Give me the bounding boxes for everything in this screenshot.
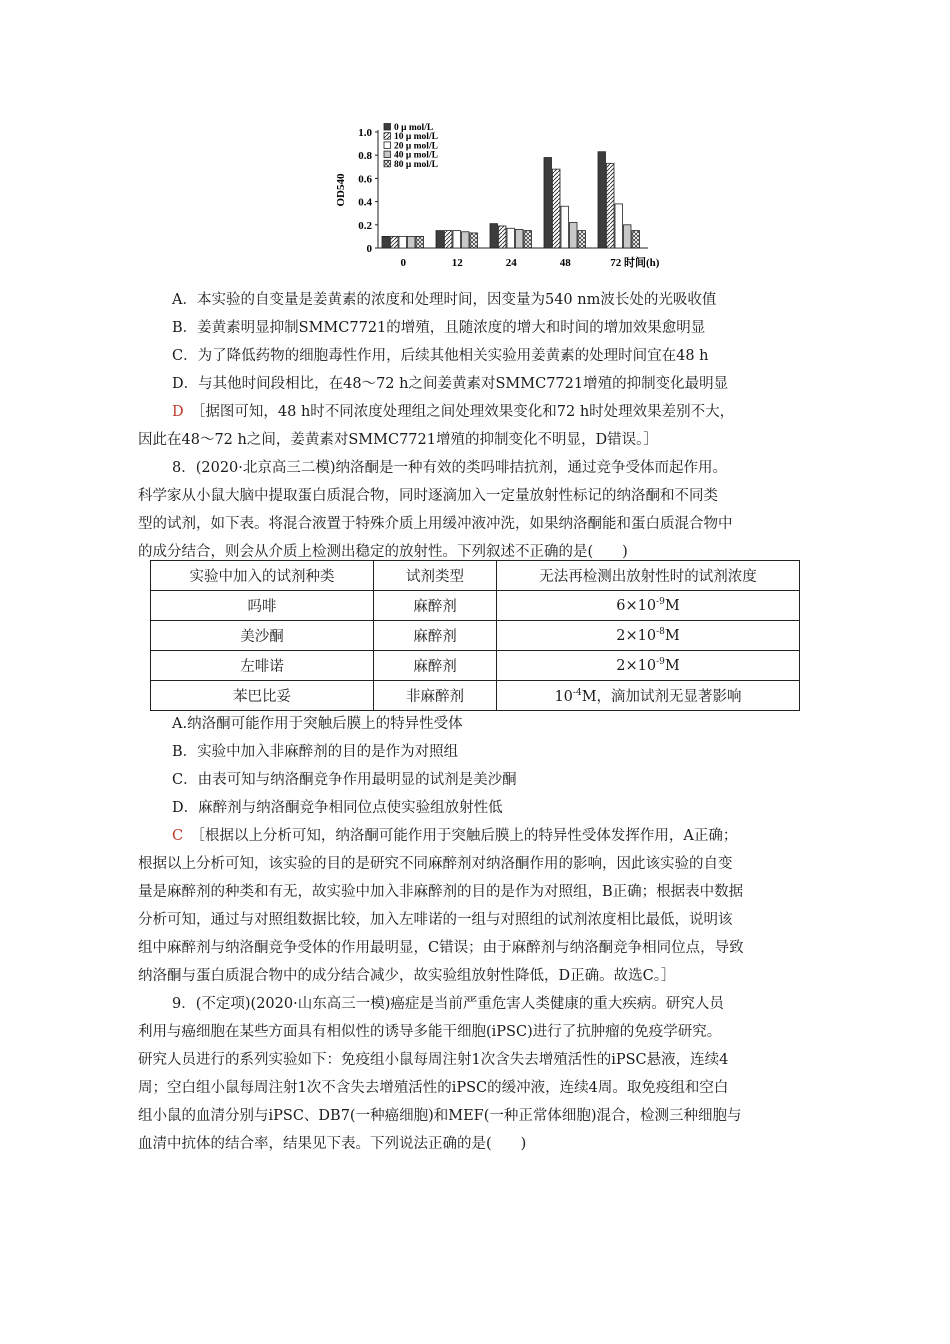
q7-option-d: D．与其他时间段相比，在48～72 h之间姜黄素对SMMC7721增殖的抑制变化最明显 <box>172 376 729 392</box>
legend-swatch <box>384 151 391 158</box>
table-header-row <box>151 561 800 591</box>
q9-stem-line-6: 血清中抗体的结合率，结果见下表。下列说法正确的是( ) <box>138 1136 527 1152</box>
x-tick-label: 48 <box>559 257 571 269</box>
bar <box>445 231 453 248</box>
bar <box>632 231 640 248</box>
table-cell-reagent: 吗啡 <box>151 591 374 621</box>
q8-stem-line-2: 科学家从小鼠大脑中提取蛋白质混合物，同时逐滴加入一定量放射性标记的纳洛酮和不同类 <box>138 488 718 504</box>
bar <box>524 231 532 248</box>
bar <box>436 231 444 248</box>
legend-swatch <box>384 124 391 131</box>
q7-explanation-line-2: 因此在48～72 h之间，姜黄素对SMMC7721增殖的抑制变化不明显，D错误。］ <box>138 432 658 448</box>
q8-explanation-line-5: 组中麻醉剂与纳洛酮竞争受体的作用最明显，C错误；由于麻醉剂与纳洛酮竞争相同位点，导致 <box>138 940 744 956</box>
bar <box>416 236 424 248</box>
bar <box>570 222 578 248</box>
bar <box>399 236 407 248</box>
table-cell-type: 麻醉剂 <box>374 621 497 651</box>
y-tick-label: 1.0 <box>358 127 372 139</box>
legend-label: 0 μ mol/L <box>394 123 434 133</box>
bar <box>544 158 552 248</box>
q8-option-b: B．实验中加入非麻醉剂的目的是作为对照组 <box>172 744 459 760</box>
q7-option-b: B．姜黄素明显抑制SMMC7721的增殖，且随浓度的增大和时间的增加效果愈明显 <box>172 320 706 336</box>
y-tick-label: 0 <box>366 243 372 255</box>
q8-answer: C <box>172 828 184 844</box>
legend-swatch <box>384 160 391 167</box>
table-cell-type: 麻醉剂 <box>374 591 497 621</box>
q8-stem-line-3: 型的试剂，如下表。将混合液置于特殊介质上用缓冲液冲洗，如果纳洛酮能和蛋白质混合物中 <box>138 516 733 532</box>
q7-explanation-text: ［据图可知，48 h时不同浓度处理组之间处理效果变化和72 h时处理效果差别不大， <box>198 404 735 420</box>
table-header-cell: 无法再检测出放射性时的试剂浓度 <box>497 561 800 591</box>
q8-explanation-line-2: 根据以上分析可知，该实验的目的是研究不同麻醉剂对纳洛酮作用的影响，因此该实验的自变 <box>138 856 733 872</box>
q8-explanation-line-6: 纳洛酮与蛋白质混合物中的成分结合减少，故实验组放射性降低，D正确。故选C。］ <box>138 968 676 984</box>
q9-stem-line-2: 利用与癌细胞在某些方面具有相似性的诱导多能干细胞(iPSC)进行了抗肿瘤的免疫学研究。 <box>138 1024 722 1040</box>
bar <box>553 169 561 248</box>
table-row <box>151 681 800 711</box>
bar <box>516 229 524 248</box>
bar <box>391 236 399 248</box>
x-tick-label: 12 <box>451 257 463 269</box>
q9-stem-line-4: 周；空白组小鼠每周注射1次不含失去增殖活性的iPSC的缓冲液，连续4周。取免疫组和空白 <box>138 1080 729 1096</box>
table-cell-concentration: $2\times 10^{-8}M$ <box>497 621 800 651</box>
q9-stem-line-1: 9．(不定项)(2020·山东高三一模)癌症是当前严重危害人类健康的重大疾病。研究人员 <box>172 996 724 1012</box>
legend-label: 20 μ mol/L <box>394 141 438 152</box>
table-cell-reagent: 左啡诺 <box>151 651 374 681</box>
table-row <box>151 621 800 651</box>
bar <box>578 231 586 248</box>
q8-reagent-table <box>150 560 800 711</box>
y-tick-label: 0.6 <box>358 173 372 186</box>
q8-explanation-line-4: 分析可知，通过与对照组数据比较，加入左啡诺的一组与对照组的试剂浓度相比最低，说明该 <box>138 912 733 928</box>
q9-stem-line-5: 组小鼠的血清分别与iPSC、DB7(一种癌细胞)和MEF(一种正常体细胞)混合，检测三种细胞与 <box>138 1108 742 1124</box>
legend-label: 10 μ mol/L <box>394 132 438 143</box>
legend-label: 80 μ mol/L <box>394 159 438 170</box>
q9-stem-line-3: 研究人员进行的系列实验如下：免疫组小鼠每周注射1次含失去增殖活性的iPSC悬液，连续4 <box>138 1052 729 1068</box>
bar <box>490 224 498 248</box>
bar <box>615 204 623 248</box>
bar <box>408 236 416 248</box>
table-cell-concentration: $2\times 10^{-9}M$ <box>497 651 800 681</box>
bar <box>453 231 461 248</box>
y-tick-label: 0.8 <box>358 150 372 163</box>
q7-explanation-line-1 <box>172 402 852 422</box>
q8-stem-line-1: 8．(2020·北京高三二模)纳洛酮是一种有效的类吗啡拮抗剂，通过竞争受体而起作用。 <box>172 460 728 476</box>
x-tick-label: 72 时间(h) <box>610 257 660 269</box>
table-cell-concentration: $6\times 10^{-9}M$ <box>497 591 800 621</box>
legend-swatch <box>384 133 391 140</box>
table-row <box>151 651 800 681</box>
y-tick-label: 0.4 <box>358 196 372 209</box>
y-axis-label: OD540 <box>335 173 347 207</box>
table-cell-reagent: 苯巴比妥 <box>151 681 374 711</box>
bar <box>507 228 515 248</box>
bar <box>598 152 606 248</box>
q8-explanation-text: ［根据以上分析可知，纳洛酮可能作用于突触后膜上的特异性受体发挥作用，A正确； <box>197 828 738 844</box>
table-cell-type: 非麻醉剂 <box>374 681 497 711</box>
od540-bar-chart <box>330 120 690 280</box>
bar <box>470 233 478 248</box>
q8-option-c: C．由表可知与纳洛酮竞争作用最明显的试剂是美沙酮 <box>172 772 517 788</box>
legend-label: 40 μ mol/L <box>394 150 438 161</box>
bar <box>462 232 470 248</box>
bar <box>607 163 615 248</box>
table-header-cell: 试剂类型 <box>374 561 497 591</box>
legend-swatch <box>384 142 391 149</box>
x-tick-label: 24 <box>505 257 517 269</box>
q8-option-d: D．麻醉剂与纳洛酮竞争相同位点使实验组放射性低 <box>172 800 503 816</box>
bar <box>624 225 632 248</box>
bar <box>499 226 507 248</box>
x-tick-label: 0 <box>400 257 406 269</box>
q8-option-a: A.纳洛酮可能作用于突触后膜上的特异性受体 <box>172 716 463 732</box>
q8-explanation-line-1 <box>172 826 852 846</box>
y-tick-label: 0.2 <box>358 219 372 232</box>
q7-option-c: C．为了降低药物的细胞毒性作用，后续其他相关实验用姜黄素的处理时间宜在48 h <box>172 348 709 364</box>
table-row <box>151 591 800 621</box>
q8-stem-line-4: 的成分结合，则会从介质上检测出稳定的放射性。下列叙述不正确的是( ) <box>138 544 628 560</box>
table-cell-type: 麻醉剂 <box>374 651 497 681</box>
q7-option-a: A．本实验的自变量是姜黄素的浓度和处理时间，因变量为540 nm波长处的光吸收值 <box>172 292 717 308</box>
q8-explanation-line-3: 量是麻醉剂的种类和有无，故实验中加入非麻醉剂的目的是作为对照组，B正确；根据表中数据 <box>138 884 744 900</box>
bar <box>382 236 390 248</box>
table-cell-concentration: $10^{-4}M$，滴加试剂无显著影响 <box>497 681 800 711</box>
q7-answer: D <box>172 404 184 420</box>
bar <box>561 206 569 248</box>
table-cell-reagent: 美沙酮 <box>151 621 374 651</box>
table-header-cell: 实验中加入的试剂种类 <box>151 561 374 591</box>
